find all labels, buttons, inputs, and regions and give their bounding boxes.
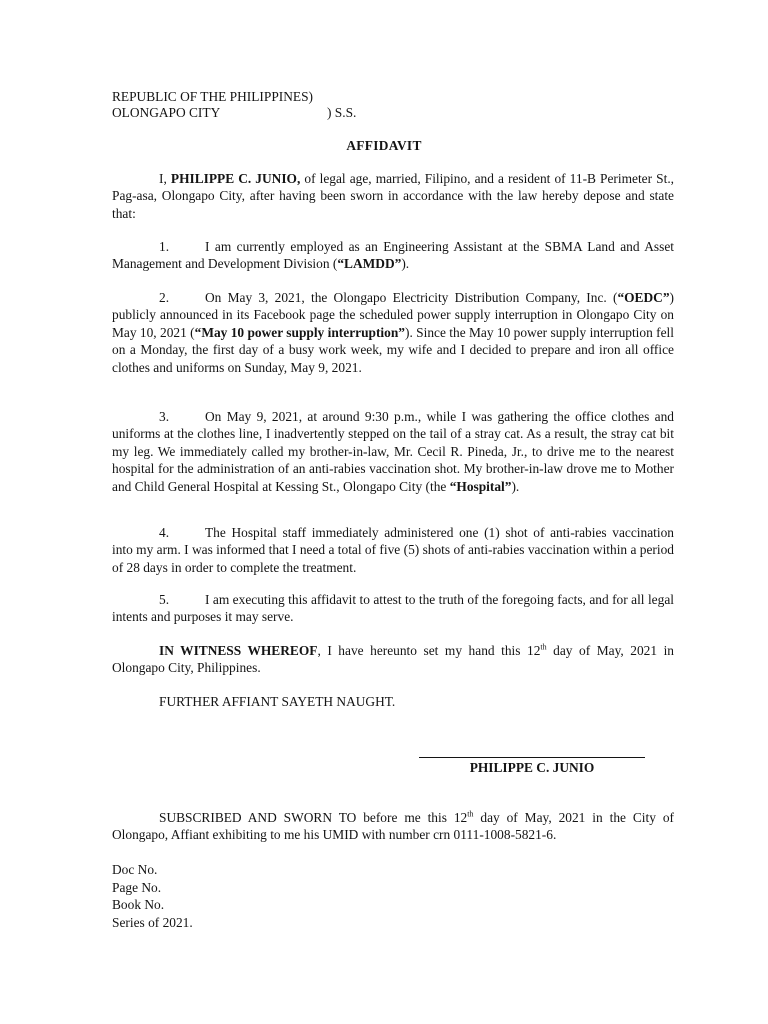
caption-city-name: OLONGAPO CITY	[112, 105, 221, 120]
paragraph-number: 5.	[159, 592, 170, 607]
caption-block	[112, 89, 356, 121]
affiant-name: PHILIPPE C. JUNIO,	[170, 171, 301, 186]
paragraph-4: 4. The Hospital staff immediately administered one (1) shot of anti-rabies vaccination into my arm. I was informed that I need a total of five (5) shots of anti-rabies vaccination within a period of 28 days in order to complete the treatment.	[112, 525, 674, 575]
series-label: Series of 2021.	[112, 914, 193, 930]
doc-no-label: Doc No.	[112, 862, 158, 877]
document-title: AFFIDAVIT	[346, 138, 422, 153]
notarial-references	[112, 861, 193, 931]
signature-line	[419, 757, 645, 758]
signature-name: PHILIPPE C. JUNIO	[469, 760, 595, 775]
further-affiant-line: FURTHER AFFIANT SAYETH NAUGHT.	[159, 694, 396, 709]
paragraph-number: 2.	[159, 290, 170, 305]
caption-ss: ) S.S.	[327, 105, 357, 120]
intro-paragraph: I, PHILIPPE C. JUNIO, of legal age, married, Filipino, and a resident of 11-B Perimeter St., Pag-asa, Olongapo City, after having been sworn in accordance with the law hereby depose and state that:	[112, 171, 675, 221]
paragraph-number: 1.	[159, 239, 170, 254]
witness-paragraph: IN WITNESS WHEREOF, I have hereunto set my hand this 12th day of May, 2021 in Olongapo City, Philippines.	[112, 642, 674, 676]
caption-republic: REPUBLIC OF THE PHILIPPINES)	[112, 89, 314, 104]
paragraph-5: 5. I am executing this affidavit to attest to the truth of the foregoing facts, and for all legal intents and purposes it may serve.	[112, 592, 674, 625]
paragraph-1: 1. I am currently employed as an Engineering Assistant at the SBMA Land and Asset Management and Development Division (“LAMDD”).	[112, 239, 674, 272]
book-no-label: Book No.	[112, 897, 165, 912]
page-no-label: Page No.	[112, 879, 162, 895]
jurat-paragraph: SUBSCRIBED AND SWORN TO before me this 12th day of May, 2021 in the City of Olongapo, Affiant exhibiting to me his UMID with number crn 0111-1008-5821-6.	[112, 809, 674, 843]
caption-city	[112, 105, 356, 121]
paragraph-number: 4.	[159, 525, 170, 540]
paragraph-2: 2. On May 3, 2021, the Olongapo Electricity Distribution Company, Inc. (“OEDC”) publicly announced in its Facebook page the scheduled power supply interruption in Olongapo City on May 10, 2021 (“May 10 power supply interruption”). Since the May 10 power supply interruption fell on a Monday, the first day of a busy work week, my wife and I decided to prepare and iron all office clothes and uniforms on Sunday, May 9, 2021.	[112, 290, 674, 375]
paragraph-3: 3. On May 9, 2021, at around 9:30 p.m., while I was gathering the office clothes and uniforms at the clothes line, I inadvertently stepped on the tail of a stray cat. As a result, the stray cat bit my leg. We immediately called my brother-in-law, Mr. Cecil R. Pineda, Jr., to drive me to the nearest hospital for the administration of an anti-rabies vaccination shot. My brother-in-law drove me to Mother and Child General Hospital at Kessing St., Olongapo City (the “Hospital”).	[112, 409, 674, 494]
paragraph-number: 3.	[159, 409, 170, 424]
